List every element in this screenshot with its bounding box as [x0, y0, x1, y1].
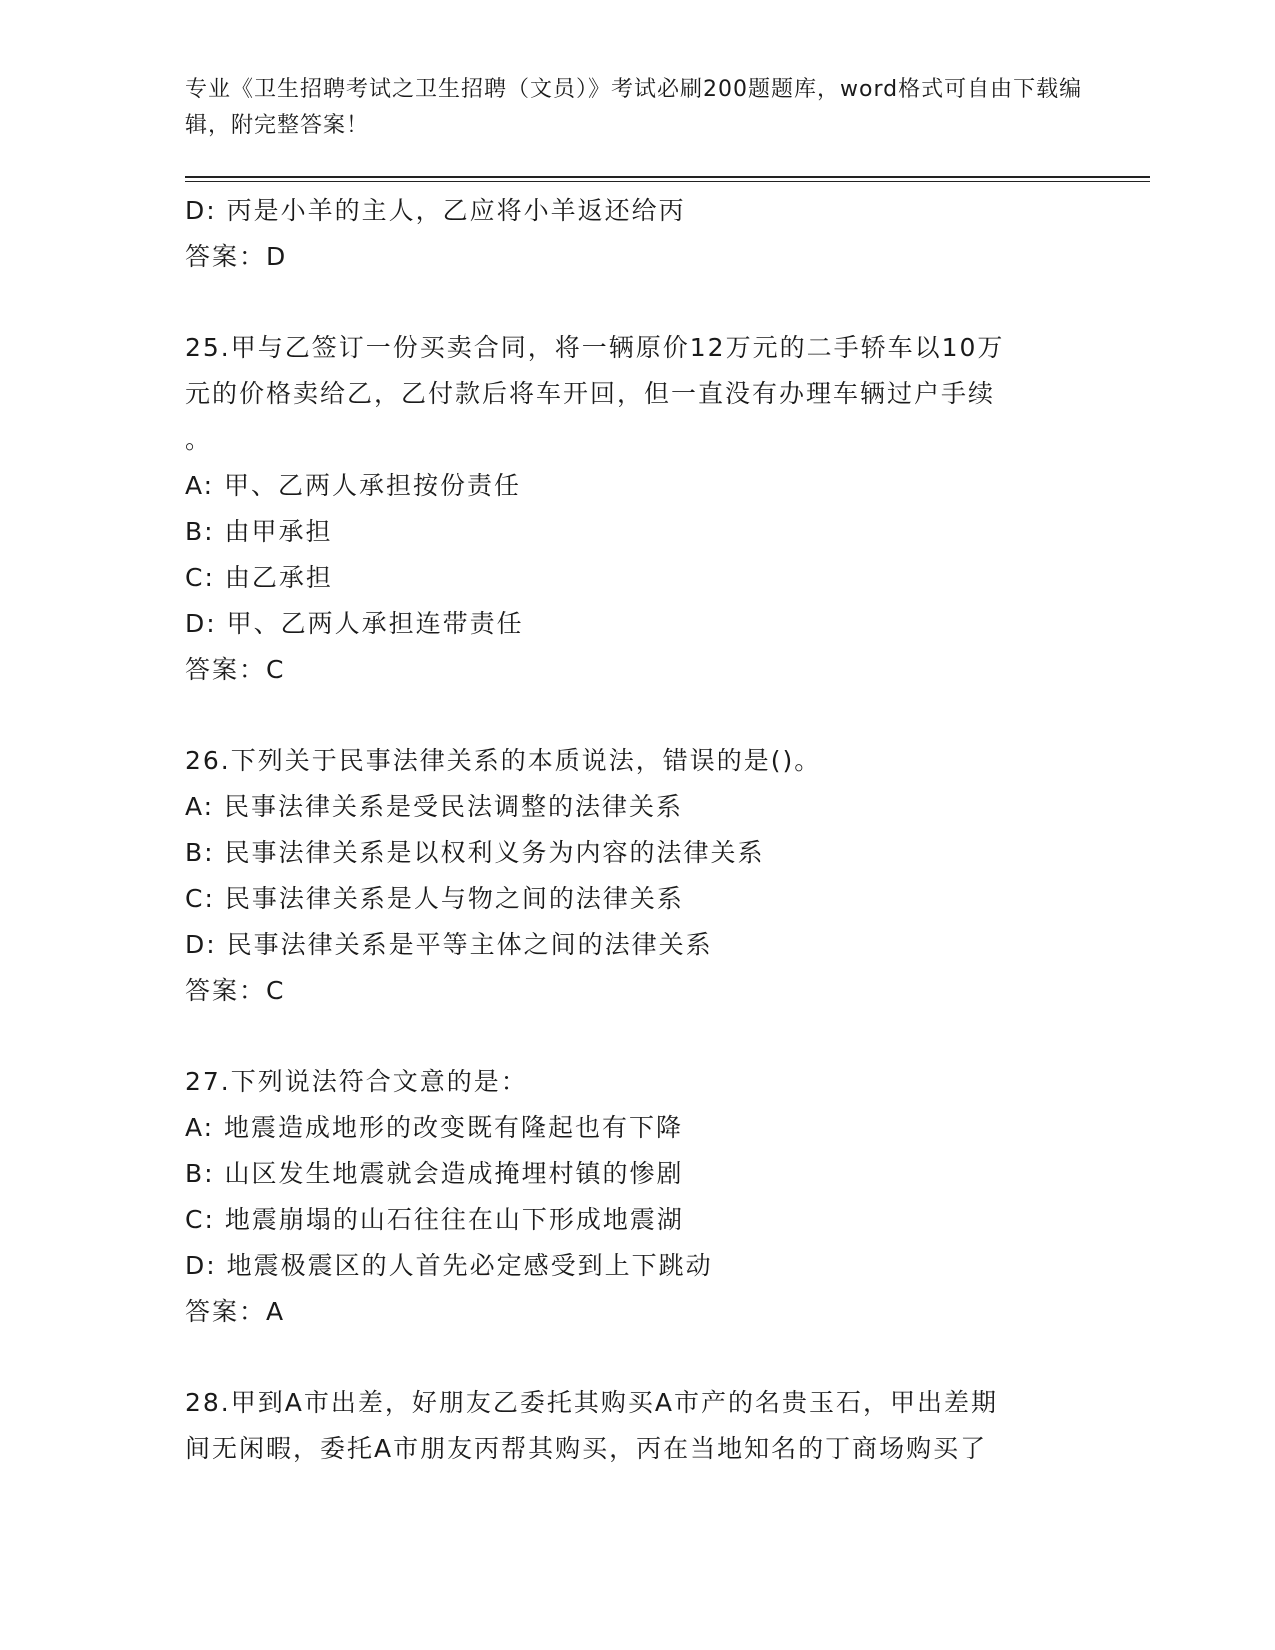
option-b: B: 山区发生地震就会造成掩埋村镇的惨剧	[185, 1159, 684, 1188]
option-d: D: 民事法律关系是平等主体之间的法律关系	[185, 930, 713, 959]
question-stem-line: 。	[185, 425, 213, 454]
header-divider-thick	[185, 176, 1150, 178]
option-d: D: 甲、乙两人承担连带责任	[185, 609, 524, 638]
answer-line: 答案：C	[185, 976, 286, 1005]
question-block-25	[185, 325, 1085, 693]
question-stem-line: 25.甲与乙签订一份买卖合同，将一辆原价12万元的二手轿车以10万	[185, 333, 1005, 362]
question-stem-line: 26.下列关于民事法律关系的本质说法，错误的是()。	[185, 746, 822, 775]
option-b: B: 由甲承担	[185, 517, 333, 546]
question-block-27	[185, 1059, 1085, 1335]
question-stem-line: 27.下列说法符合文意的是：	[185, 1067, 528, 1096]
option-b: B: 民事法律关系是以权利义务为内容的法律关系	[185, 838, 765, 867]
option-d: D: 丙是小羊的主人，乙应将小羊返还给丙	[185, 196, 686, 225]
question-block-26	[185, 738, 1085, 1014]
answer-line: 答案：C	[185, 655, 286, 684]
option-c: C: 地震崩塌的山石往往在山下形成地震湖	[185, 1205, 684, 1234]
question-block-28	[185, 1380, 1085, 1472]
question-stem-line: 元的价格卖给乙，乙付款后将车开回，但一直没有办理车辆过户手续	[185, 379, 996, 408]
option-a: A: 地震造成地形的改变既有隆起也有下降	[185, 1113, 684, 1142]
option-c: C: 民事法律关系是人与物之间的法律关系	[185, 884, 684, 913]
question-stem-line: 28.甲到A市出差，好朋友乙委托其购买A市产的名贵玉石，甲出差期	[185, 1388, 998, 1417]
document-header: 专业《卫生招聘考试之卫生招聘（文员）》考试必刷200题题库，word格式可自由下载编辑，附完整答案！	[185, 77, 1083, 138]
answer-line: 答案：D	[185, 242, 288, 271]
question-stem-line: 间无闲暇，委托A市朋友丙帮其购买，丙在当地知名的丁商场购买了	[185, 1434, 988, 1463]
option-d: D: 地震极震区的人首先必定感受到上下跳动	[185, 1251, 713, 1280]
document-body	[185, 188, 1085, 1472]
header-divider-thin	[185, 181, 1150, 182]
option-a: A: 民事法律关系是受民法调整的法律关系	[185, 792, 684, 821]
answer-line: 答案：A	[185, 1297, 286, 1326]
question-block-24-tail	[185, 188, 1085, 280]
option-a: A: 甲、乙两人承担按份责任	[185, 471, 522, 500]
option-c: C: 由乙承担	[185, 563, 333, 592]
